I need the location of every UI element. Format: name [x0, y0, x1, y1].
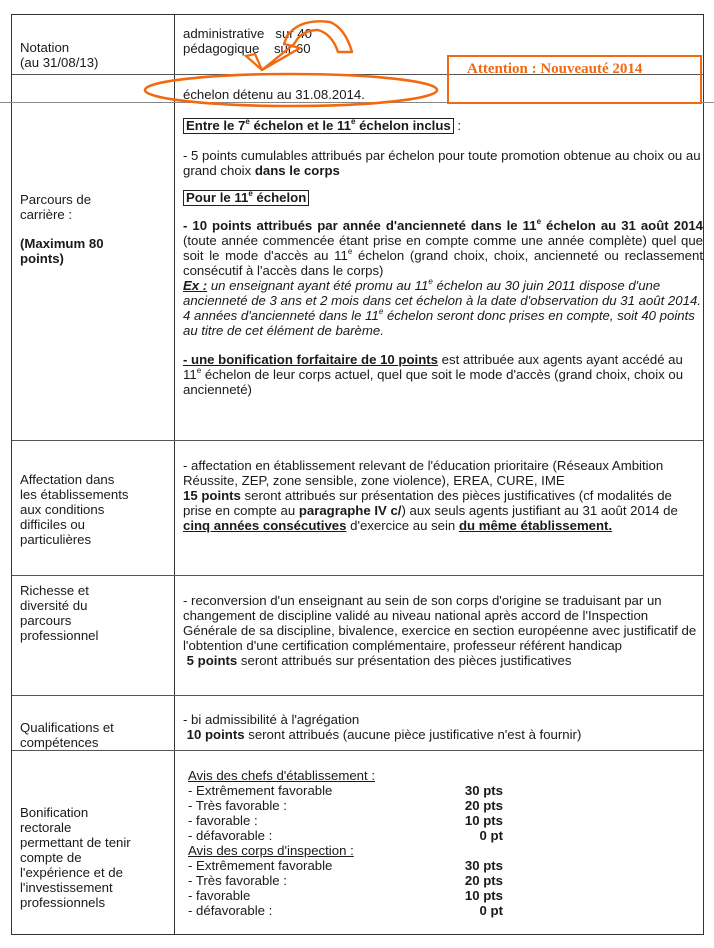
richesse-label [20, 583, 170, 643]
parcours-box2: Pour le 11e échelon [183, 190, 703, 206]
notation-pedagogique: pédagogique sur 60 [183, 41, 311, 56]
bonification-label [20, 805, 170, 910]
avis-item-label: - Très favorable : [188, 873, 287, 888]
affectation-content [183, 458, 703, 533]
parcours-bonification-forfaitaire: - une bonification forfaitaire de 10 points est attribuée aux agents ayant accédé au 11e échelon de leur corps actuel, quel que soit le mode d'accès (grand choix, choix ou ancienneté) [183, 352, 684, 397]
richesse-label-line: professionnel [20, 628, 99, 643]
affectation-label-line: Affectation dans [20, 472, 115, 487]
row-divider-affectation [12, 575, 703, 576]
affectation-points: 15 points seront attribués sur présentation des pièces justificatives (cf modalités de prise en compte au paragraphe IV c/) aux seuls agents justifiant au 31 août 2014 de cinq années consécutives d'exercice au sein du même établissement. [183, 488, 678, 533]
parcours-label-line2: carrière : [20, 207, 73, 222]
echelon-text: échelon détenu au 31.08.2014. [183, 87, 365, 102]
richesse-label-line: diversité du [20, 598, 88, 613]
avis-item-label: - défavorable : [188, 903, 273, 918]
qualifications-points: 10 points seront attribués (aucune pièce justificative n'est à fournir) [186, 727, 582, 742]
avis-item-label: - défavorable : [188, 828, 273, 843]
bonification-label-line: Bonification [20, 805, 89, 820]
qualifications-label-line: compétences [20, 735, 99, 750]
bonification-label-line: rectorale [20, 820, 72, 835]
avis-item-pts: 0 pt [479, 903, 503, 918]
avis-item-pts: 10 pts [464, 888, 503, 903]
bonification-content [188, 768, 588, 918]
attention-text: Attention : Nouveauté 2014 [467, 61, 643, 77]
avis-item-pts: 10 pts [464, 813, 503, 828]
notation-label-line1: Notation [20, 40, 70, 55]
qualifications-criteria: - bi admissibilité à l'agrégation [183, 712, 360, 727]
qualifications-label-line: Qualifications et [20, 720, 114, 735]
bonification-label-line: l'investissement [20, 880, 113, 895]
parcours-exemple: Ex : un enseignant ayant été promu au 11e échelon au 30 juin 2011 dispose d'une ancienneté de 3 ans et 2 mois dans cet échelon à la date d'observation du 31 août 2014. 4 années d'ancienneté dans le 11e échelon seront donc prises en compte, soit 40 points au titre de cet élément de barème. [183, 277, 701, 338]
attention-callout [447, 55, 702, 104]
qualifications-content [183, 712, 703, 742]
affectation-criteria: - affectation en établissement relevant de l'éducation prioritaire (Réseaux Ambition Réussite, ZEP, zone sensible, zone violence), EREA, CURE, IME [183, 458, 664, 488]
avis-item-label: - favorable [188, 888, 251, 903]
avis-inspection-title: Avis des corps d'inspection : [188, 843, 354, 858]
bonification-label-line: compte de [20, 850, 82, 865]
row-divider-parcours [12, 440, 703, 441]
affectation-label-line: particulières [20, 532, 92, 547]
notation-label-line2: (au 31/08/13) [20, 55, 99, 70]
avis-item-label: - favorable : [188, 813, 258, 828]
notation-administrative: administrative sur 40 [183, 26, 313, 41]
parcours-max-line1: (Maximum 80 [20, 236, 104, 251]
parcours-max-line2: points) [20, 251, 64, 266]
parcours-content [183, 118, 703, 397]
avis-item-label: - Extrêmement favorable [188, 783, 333, 798]
avis-item-pts: 20 pts [464, 873, 503, 888]
avis-chefs-title: Avis des chefs d'établissement : [188, 768, 375, 783]
bonification-label-line: professionnels [20, 895, 106, 910]
richesse-content [183, 593, 703, 668]
richesse-label-line: Richesse et [20, 583, 89, 598]
richesse-criteria: - reconversion d'un enseignant au sein de son corps d'origine se traduisant par un changement de discipline validé au niveau national après accord de l'Inspection Générale de sa discipline, bivalence, exercice en section européenne avec justificatif de l'obtention d'une certification complémentaire, professeur référent handicap [183, 593, 697, 653]
affectation-label-line: aux conditions [20, 502, 105, 517]
parcours-label-line1: Parcours de [20, 192, 92, 207]
parcours-box1: Entre le 7e échelon et le 11e échelon inclus : [183, 118, 703, 134]
bareme-table [11, 14, 704, 935]
avis-item-label: - Très favorable : [188, 798, 287, 813]
row-divider-qualifications [12, 750, 703, 751]
column-divider [174, 15, 175, 934]
bonification-label-line: l'expérience et de [20, 865, 123, 880]
avis-item-pts: 30 pts [464, 783, 503, 798]
notation-content [183, 26, 703, 56]
richesse-label-line: parcours [20, 613, 72, 628]
avis-item-pts: 0 pt [479, 828, 503, 843]
qualifications-label [20, 720, 170, 750]
avis-item-pts: 30 pts [464, 858, 503, 873]
avis-item-pts: 20 pts [464, 798, 503, 813]
parcours-label [20, 192, 170, 266]
parcours-point-cumulables: - 5 points cumulables attribués par échelon pour toute promotion obtenue au choix ou au grand choix dans le corps [183, 148, 701, 178]
row-divider-richesse [12, 695, 703, 696]
avis-chefs-list [188, 783, 588, 843]
notation-label [20, 40, 170, 70]
parcours-anciennete: - 10 points attribués par année d'ancienneté dans le 11e échelon au 31 août 2014 (toute année commencée étant prise en compte comme une année complète) quel que soit le mode d'accès au 11e échelon (grand choix, choix, ancienneté ou reclassement consécutif à l'accès dans le corps) [183, 217, 703, 278]
bonification-label-line: permettant de tenir [20, 835, 131, 850]
affectation-label-line: les établissements [20, 487, 129, 502]
affectation-label-line: difficiles ou [20, 517, 85, 532]
affectation-label [20, 472, 170, 547]
richesse-points: 5 points seront attribués sur présentation des pièces justificatives [186, 653, 572, 668]
avis-item-label: - Extrêmement favorable [188, 858, 333, 873]
avis-inspection-list [188, 858, 588, 918]
